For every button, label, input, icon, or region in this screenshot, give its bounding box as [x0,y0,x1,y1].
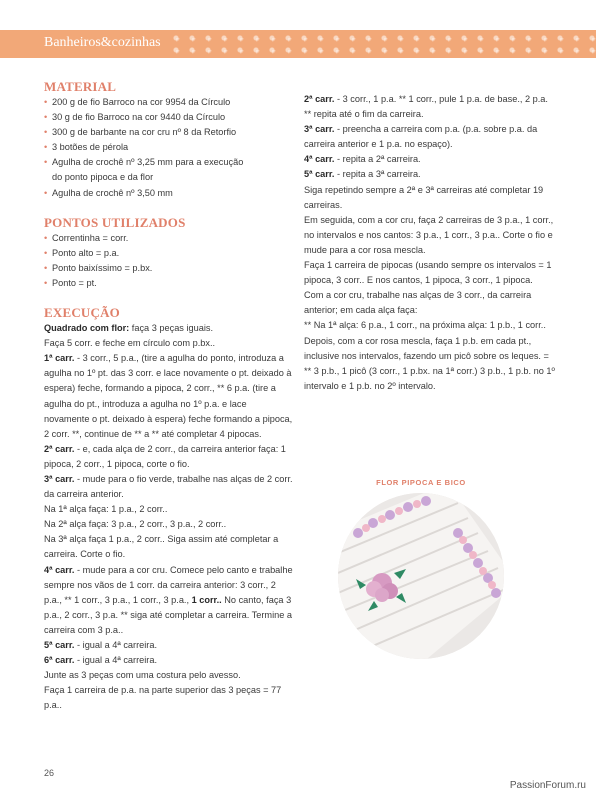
watermark: PassionForum.ru [509,780,586,791]
instruction-paragraph: Faça 1 carreira de p.a. na parte superior das 3 peças = 77 p.a.. [44,685,282,711]
instruction-paragraph: 4ª carr. - repita a 2ª carreira. [304,154,421,165]
list-item-continuation: do ponto pipoca e da flor [52,172,154,183]
instruction-paragraph: Faça 5 corr. e feche em círculo com p.bx.. [44,338,216,349]
instruction-paragraph: Na 1ª alça faça: 1 p.a., 2 corr.. [44,504,168,515]
instruction-paragraph: 4ª carr. - mude para a cor cru. Comece pelo canto e trabalhe sempre nos vãos de 1 corr. da carreira anterior: 3 corr., 2 p.a., ** 1 corr., 3 p.a., 1 corr., 3 p.a., 1 corr.. No canto, faça 3 p.a., 2 corr., 3 p.a. ** siga até completar a carreira. Termine a carreira com 3 p.a.. [44,564,293,635]
instruction-paragraph: Na 3ª alça faça 1 p.a., 2 corr.. Siga assim até completar a carreira. Corte o fio. [44,534,279,560]
instruction-paragraph: 2ª carr. - e, cada alça de 2 corr., da carreira anterior faça: 1 pipoca, 2 corr., 1 pipoca, corte o fio. [44,443,286,469]
material-heading: MATERIAL [44,79,117,94]
list-item: • Agulha de crochê nº 3,25 mm para a execução [44,155,294,170]
row-label: 4ª carr. [44,564,75,575]
instruction-paragraph: 5ª carr. - igual a 4ª carreira. [44,640,158,650]
page-number: 26 [44,768,55,778]
section-title: Banheiros&cozinhas [44,35,161,50]
execucao-heading: EXECUÇÃO [44,305,120,321]
instruction-paragraph: Na 2ª alça faça: 3 p.a., 2 corr., 3 p.a., 2 corr.. [44,519,227,530]
crochet-illustration [338,493,504,659]
instruction-paragraph: Quadrado com flor: faça 3 peças iguais. [44,323,214,334]
instruction-paragraph: Siga repetindo sempre a 2ª e 3ª carreiras até completar 19 carreiras. [304,184,544,210]
instruction-paragraph: Com a cor cru, trabalhe nas alças de 3 corr., da carreira anterior; em cada alça faça: [304,290,532,316]
row-label: 3ª carr. [304,124,335,135]
list-item: • 30 g de fio Barroco na cor 9440 da Círculo [44,110,294,125]
row-label: 6ª carr. [44,655,75,666]
instruction-paragraph: 2ª carr. - 3 corr., 1 p.a. ** 1 corr., pule 1 p.a. de base., 2 p.a. ** repita até o fim da carreira. [304,94,548,120]
row-label: 2ª carr. [304,94,335,104]
instruction-paragraph: Junte as 3 peças com uma costura pelo avesso. [44,670,241,681]
list-item: • Ponto baixíssimo = p.bx. [44,261,294,276]
list-item: • 3 botões de pérola [44,140,294,155]
instruction-paragraph: Faça 1 carreira de pipocas (usando sempre os intervalos = 1 pipoca, 3 corr.. E nos cantos, 1 pipoca, 3 corr., 1 pipoca. [304,260,552,286]
list-item: • Ponto alto = p.a. [44,246,294,261]
list-item: • Agulha de crochê nº 3,50 mm [44,186,294,201]
instruction-paragraph: 3ª carr. - preencha a carreira com p.a. (p.a. sobre p.a. da carreira anterior e 1 p.a. no espaço). [304,124,538,150]
instruction-paragraph: 3ª carr. - mude para o fio verde, trabalhe nas alças de 2 corr. da carreira anterior. [44,473,293,500]
row-label: 2ª carr. [44,443,75,454]
crochet-photo [338,493,504,659]
left-column [44,78,294,713]
list-item: • Ponto = pt. [44,276,294,291]
row-label: 5ª carr. [44,640,75,650]
right-column [304,92,556,394]
list-item: • 200 g de fio Barroco na cor 9954 da Círculo [44,95,294,110]
pontos-list [44,231,294,291]
section-header-band [0,30,596,58]
instruction-paragraph: 5ª carr. - repita a 3ª carreira. [304,169,421,180]
row-label: 1ª carr. [44,353,75,364]
list-item: • 300 g de barbante na cor cru nº 8 da Retorfio [44,125,294,140]
list-item: • Correntinha = corr. [44,231,294,246]
row-label: 4ª carr. [304,154,335,165]
bold-label: Quadrado com flor: [44,323,130,334]
photo-block [336,478,506,659]
instruction-paragraph: Em seguida, com a cor cru, faça 2 carreiras de 3 p.a., 1 corr., no intervalos e nos cantos: 3 p.a., 1 corr., 3 p.a.. Corte o fio e mude para a cor rosa mescla. [304,214,554,255]
pontos-heading: PONTOS UTILIZADOS [44,214,186,230]
instruction-paragraph: Depois, com a cor rosa mescla, faça 1 p.b. em cada pt., inclusive nos intervalos, fazendo um picô sobre os leques. = ** 3 p.b., 1 picô (3 corr., 1 p.bx. na 1ª corr.) 3 p.b., 1 p.b. no 1º intervalo e 1 p.b. no 2º intervalo. [304,335,555,391]
material-list [44,95,294,201]
decorative-pattern [168,32,596,56]
instruction-paragraph: 6ª carr. - igual a 4ª carreira. [44,655,158,666]
photo-caption: FLOR PIPOCA E BICO [376,478,466,487]
instruction-paragraph: 1ª carr. - 3 corr., 5 p.a., (tire a agulha do ponto, introduza a agulha no 1º pt. das 3 corr. e lace novamente o pt. deixado à espera) feche, formando a pipoca, 2 corr., ** 6 p.a. (tire a agulha do pt., introduza a agulha no 1º p.a. e lace novamente o pt. deixado à espera) feche formando a pipoca, 2 corr. **, continue de ** a ** até completar 4 pipocas. [44,353,293,439]
row-label: 5ª carr. [304,169,335,180]
row-label: 3ª carr. [44,473,75,484]
instruction-paragraph: ** Na 1ª alça: 6 p.a., 1 corr., na próxima alça: 1 p.b., 1 corr.. [304,320,546,331]
